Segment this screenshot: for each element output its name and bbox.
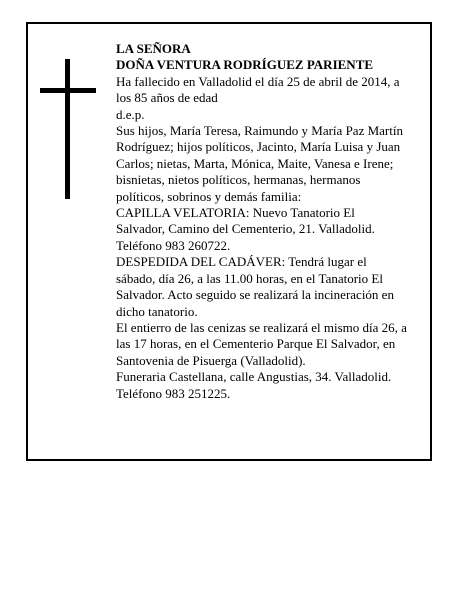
notice-line: Teléfono 983 251225. [116,385,231,401]
notice-line: d.e.p. [116,106,145,122]
notice-line: Santovenia de Pisuerga (Valladolid). [116,352,306,368]
notice-line: dicho tanatorio. [116,303,198,319]
notice-line: Teléfono 983 260722. [116,237,231,253]
cross-horizontal-bar [40,88,96,93]
notice-line: políticos, sobrinos y demás familia: [116,188,302,204]
notice-line: bisnietas, nietos políticos, hermanas, hermanos [116,172,361,188]
notice-line: CAPILLA VELATORIA: Nuevo Tanatorio El [116,205,355,221]
notice-line: Salvador, Camino del Cementerio, 21. Valladolid. [116,221,375,237]
obituary-notice [26,22,432,461]
notice-line: El entierro de las cenizas se realizará el mismo día 26, a [116,319,407,335]
notice-line: sábado, día 26, a las 11.00 horas, en el Tanatorio El [116,270,383,286]
notice-line: las 17 horas, en el Cementerio Parque El Salvador, en [116,336,396,352]
deceased-name: DOÑA VENTURA RODRÍGUEZ PARIENTE [116,57,374,73]
cross-vertical-bar [65,59,70,199]
notice-line: Sus hijos, María Teresa, Raimundo y María Paz Martín [116,123,403,139]
notice-line: Carlos; nietas, Marta, Mónica, Maite, Vanesa e Irene; [116,155,394,171]
notice-text [116,41,428,402]
notice-title: LA SEÑORA [116,41,191,56]
notice-line: Salvador. Acto seguido se realizará la incineración en [116,287,394,303]
notice-line: Ha fallecido en Valladolid el día 25 de abril de 2014, a [116,73,400,89]
latin-cross-icon [40,59,96,199]
notice-line: Funeraria Castellana, calle Angustias, 34. Valladolid. [116,369,392,385]
notice-line: los 85 años de edad [116,90,218,106]
notice-line: DESPEDIDA DEL CADÁVER: Tendrá lugar el [116,254,367,270]
notice-line: Rodríguez; hijos políticos, Jacinto, María Luisa y Juan [116,139,401,155]
